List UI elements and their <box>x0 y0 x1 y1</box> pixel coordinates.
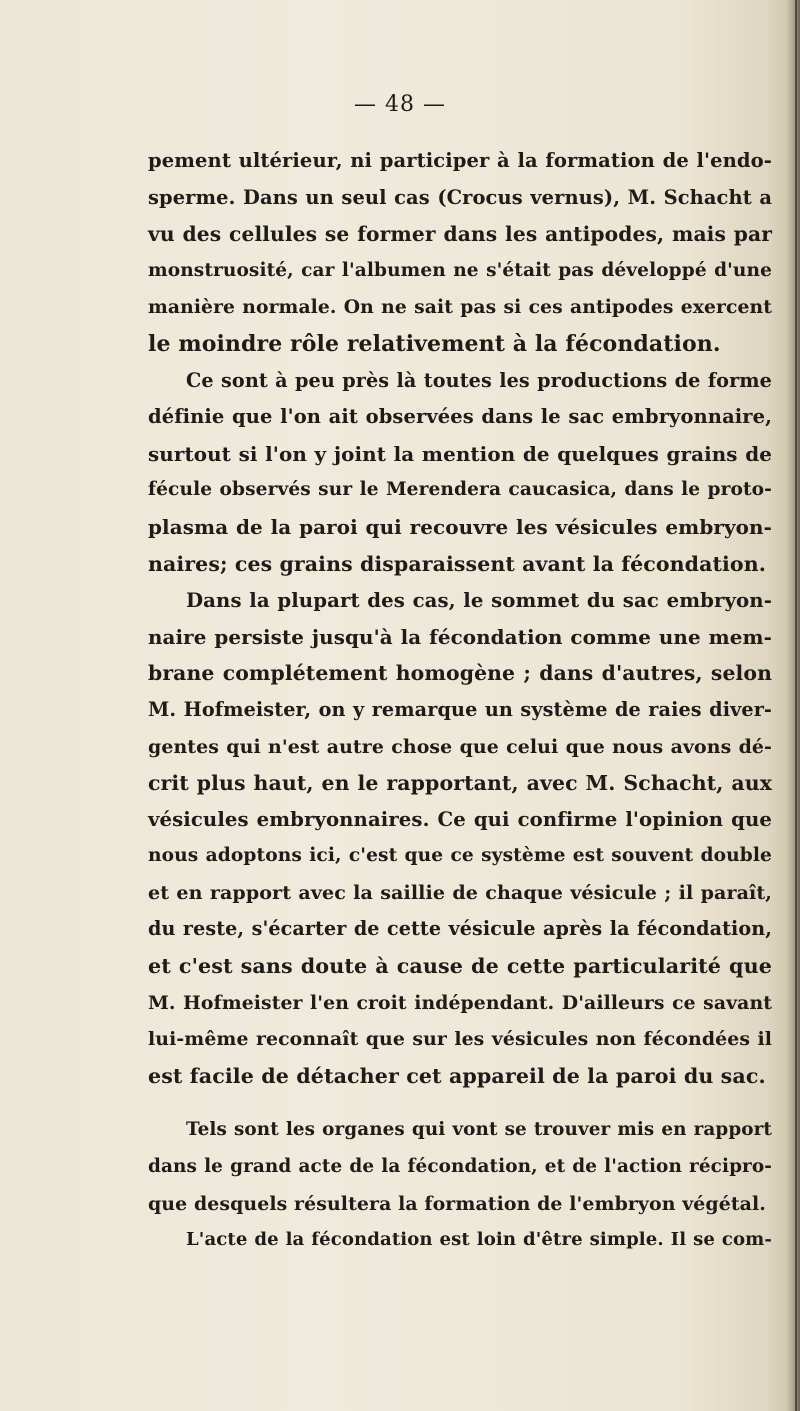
text-line: manière normale. On ne sait pas si ces antipodes exercent <box>148 296 772 319</box>
text-line: M. Hofmeister, on y remarque un système de raies diver- <box>148 697 772 721</box>
text-line: naire persiste jusqu'à la fécondation comme une mem- <box>148 624 772 649</box>
text-line: et en rapport avec la saillie de chaque vésicule ; il paraît, <box>148 881 772 904</box>
text-line: L'acte de la fécondation est loin d'être simple. Il se com- <box>186 1229 772 1251</box>
body-text <box>148 143 772 1259</box>
text-line: gentes qui n'est autre chose que celui que nous avons dé- <box>148 735 772 758</box>
text-line: Ce sont à peu près là toutes les productions de forme <box>186 368 772 392</box>
text-line: pement ultérieur, ni participer à la formation de l'endo- <box>148 149 772 172</box>
text-line: définie que l'on ait observées dans le sac embryonnaire, <box>148 405 772 429</box>
page-edge-shadow <box>786 0 800 1411</box>
page-number: — 48 — <box>354 92 446 117</box>
text-line: brane complétement homogène ; dans d'autres, selon <box>148 661 772 686</box>
text-line: dans le grand acte de la fécondation, et de l'action récipro- <box>148 1156 772 1178</box>
text-line: plasma de la paroi qui recouvre les vésicules embryon- <box>148 514 772 539</box>
text-line: est facile de détacher cet appareil de la paroi du sac. <box>148 1063 766 1088</box>
text-line: que desquels résultera la formation de l'embryon végétal. <box>148 1192 766 1215</box>
text-line: crit plus haut, en le rapportant, avec M. Schacht, aux <box>148 771 772 796</box>
text-line: nous adoptons ici, c'est que ce système est souvent double <box>148 845 772 867</box>
page-edge-line <box>795 0 797 1411</box>
text-line: lui-même reconnaît que sur les vésicules non fécondées il <box>148 1028 772 1051</box>
paragraph-4 <box>148 1112 772 1258</box>
paragraph-1 <box>148 143 772 363</box>
text-line: Tels sont les organes qui vont se trouver mis en rapport <box>186 1119 772 1141</box>
paragraph-gap <box>148 1094 772 1112</box>
text-line: du reste, s'écarter de cette vésicule après la fécondation, <box>148 917 772 941</box>
text-line: surtout si l'on y joint la mention de quelques grains de <box>148 441 772 466</box>
text-line: vésicules embryonnaires. Ce qui confirme l'opinion que <box>148 807 772 831</box>
text-line: naires; ces grains disparaissent avant la fécondation. <box>148 551 766 576</box>
paragraph-2 <box>148 363 772 583</box>
text-line: sperme. Dans un seul cas (Crocus vernus), M. Schacht a <box>148 185 772 209</box>
text-line: monstruosité, car l'albumen ne s'était pas développé d'une <box>148 259 772 281</box>
text-line: fécule observés sur le Merendera caucasica, dans le proto- <box>148 479 772 501</box>
text-line: Dans la plupart des cas, le sommet du sac embryon- <box>186 588 772 613</box>
paragraph-3 <box>148 582 772 1094</box>
text-line: M. Hofmeister l'en croit indépendant. D'ailleurs ce savant <box>148 991 772 1014</box>
text-line: et c'est sans doute à cause de cette particularité que <box>148 954 772 979</box>
text-line: vu des cellules se former dans les antipodes, mais par <box>148 222 772 247</box>
text-line: le moindre rôle relativement à la fécondation. <box>148 330 721 357</box>
